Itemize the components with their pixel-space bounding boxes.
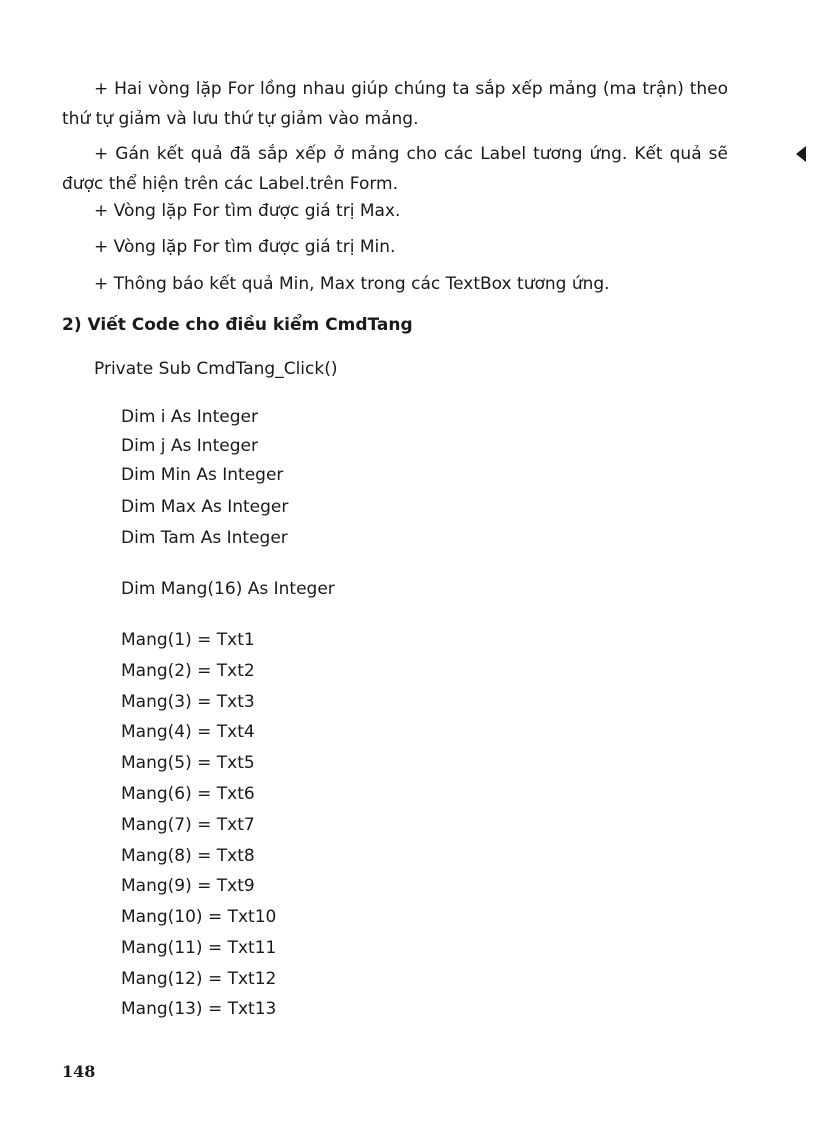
code-line: Mang(4) = Txt4: [121, 722, 255, 742]
code-line: Mang(1) = Txt1: [121, 630, 255, 650]
code-line: Mang(13) = Txt13: [121, 999, 277, 1019]
code-line: Mang(2) = Txt2: [121, 661, 255, 681]
bullet-find-min: + Vòng lặp For tìm được giá trị Min.: [94, 237, 396, 257]
code-line: Dim Tam As Integer: [121, 528, 288, 548]
bullet-find-max: + Vòng lặp For tìm được giá trị Max.: [94, 201, 401, 221]
code-line: Dim i As Integer: [121, 407, 258, 427]
code-line: Mang(12) = Txt12: [121, 969, 277, 989]
left-triangle-icon: [796, 146, 806, 162]
code-line: Mang(7) = Txt7: [121, 815, 255, 835]
code-line: Mang(8) = Txt8: [121, 846, 255, 866]
section-heading: 2) Viết Code cho điều kiểm CmdTang: [62, 315, 413, 335]
code-line: Dim Max As Integer: [121, 497, 289, 517]
code-line: Dim Mang(16) As Integer: [121, 579, 335, 599]
code-sub-header: Private Sub CmdTang_Click(): [94, 359, 338, 379]
bullet-show-result: + Thông báo kết quả Min, Max trong các TextBox tương ứng.: [94, 274, 610, 294]
code-line: Dim Min As Integer: [121, 465, 284, 485]
code-line: Mang(10) = Txt10: [121, 907, 277, 927]
code-line: Dim j As Integer: [121, 436, 258, 456]
code-line: Mang(6) = Txt6: [121, 784, 255, 804]
code-line: Mang(11) = Txt11: [121, 938, 277, 958]
page-number: 148: [62, 1062, 96, 1081]
bullet-assign-labels: + Gán kết quả đã sắp xếp ở mảng cho các Label tương ứng. Kết quả sẽ được thể hiện trên các Label.trên Form.: [62, 144, 728, 194]
code-line: Mang(3) = Txt3: [121, 692, 255, 712]
code-line: Mang(5) = Txt5: [121, 753, 255, 773]
bullet-nested-loop-sort: + Hai vòng lặp For lồng nhau giúp chúng ta sắp xếp mảng (ma trận) theo thứ tự giảm và lưu thứ tự giảm vào mảng.: [62, 79, 728, 129]
code-line: Mang(9) = Txt9: [121, 876, 255, 896]
